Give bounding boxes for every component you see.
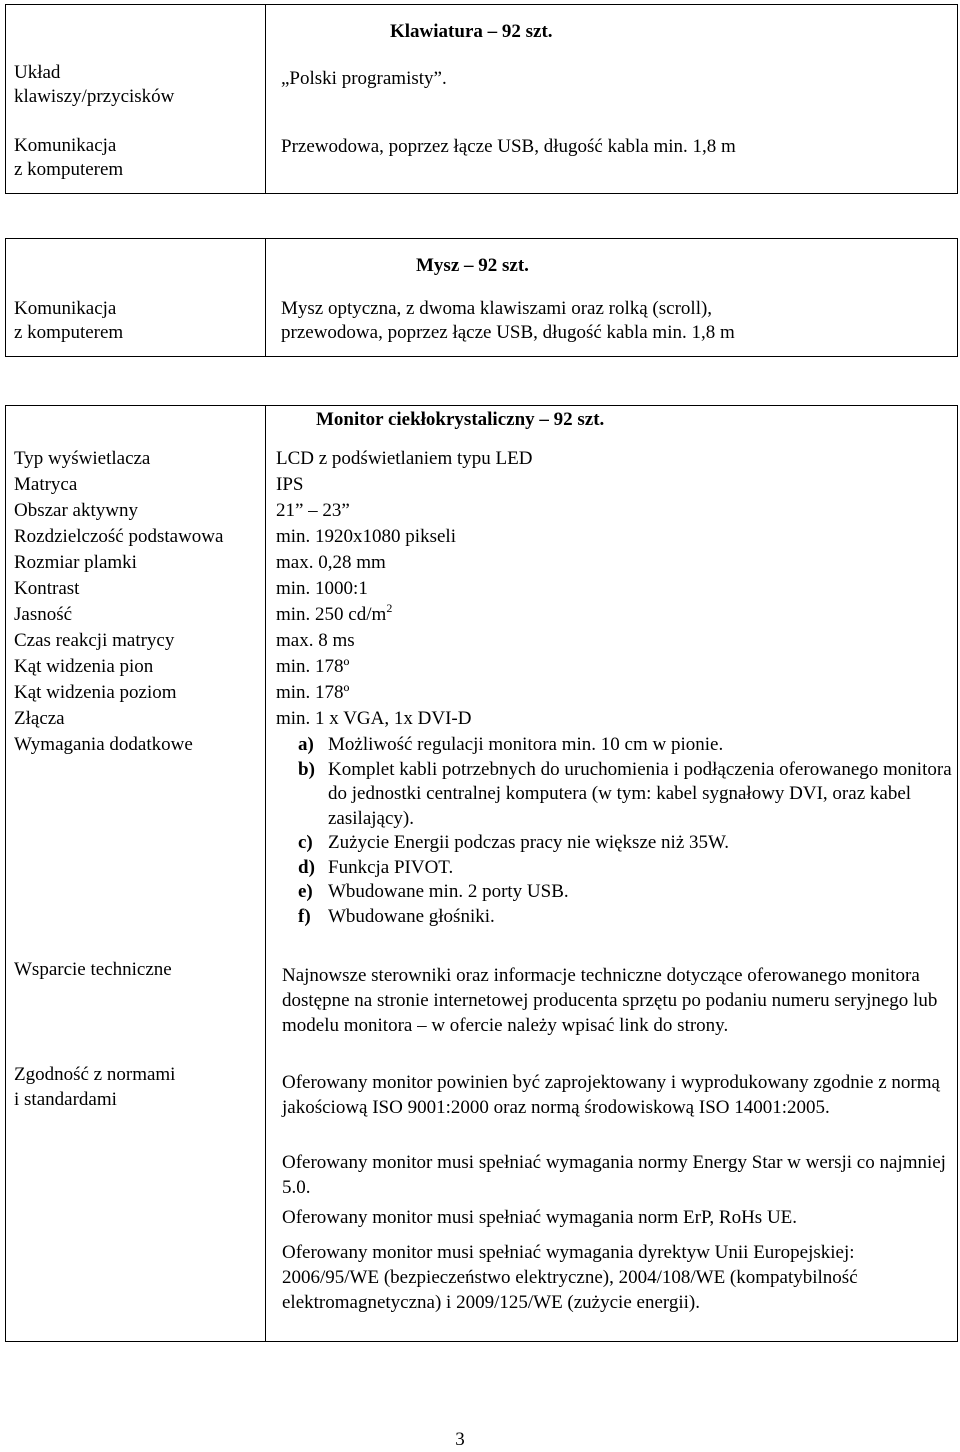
- list-item-letter: d): [298, 856, 315, 878]
- keyboard-layout-label-line1: Układ: [14, 62, 61, 83]
- spec-label: Obszar aktywny: [14, 500, 138, 521]
- spec-value: IPS: [276, 474, 304, 495]
- spec-value: min. 1000:1: [276, 578, 368, 599]
- brightness-unit-superscript: 2: [386, 600, 393, 615]
- list-item-letter: f): [298, 905, 311, 927]
- spec-value: [276, 600, 393, 627]
- spec-label: Jasność: [14, 604, 73, 625]
- list-item: [298, 831, 958, 856]
- list-item: [298, 905, 958, 930]
- monitor-table: [5, 405, 958, 1342]
- list-item-text: Wbudowane min. 2 porty USB.: [328, 881, 569, 902]
- spec-value: LCD z podświetlaniem typu LED: [276, 448, 533, 469]
- spec-label: Matryca: [14, 474, 78, 495]
- keyboard-connection-label-line2: z komputerem: [14, 159, 124, 180]
- spec-label: Rozmiar plamki: [14, 552, 137, 573]
- spec-label: Kąt widzenia pion: [14, 656, 154, 677]
- page-number: 3: [455, 1429, 465, 1450]
- spec-value: max. 0,28 mm: [276, 552, 386, 573]
- brightness-value: min. 250 cd/m: [276, 604, 387, 625]
- spec-label: Rozdzielczość podstawowa: [14, 526, 224, 547]
- mouse-connection-value-line1: Mysz optyczna, z dwoma klawiszami oraz rolką (scroll),: [281, 298, 713, 319]
- list-item: [298, 733, 958, 758]
- spec-label: Złącza: [14, 708, 65, 729]
- spec-value: max. 8 ms: [276, 630, 355, 651]
- list-item-text: Wbudowane głośniki.: [328, 905, 495, 927]
- support-text: Najnowsze sterowniki oraz informacje techniczne dotyczące oferowanego monitora dostępne na stronie internetowej producenta sprzętu po podaniu numeru seryjnego lub modelu monitora – w ofercie należy wpisać link do strony.: [282, 965, 938, 1036]
- compliance-label-line1: Zgodność z normami: [14, 1064, 176, 1085]
- extra-requirements-label: Wymagania dodatkowe: [14, 734, 193, 755]
- list-item-text: Funkcja PIVOT.: [328, 856, 454, 878]
- spec-label: Typ wyświetlacza: [14, 448, 151, 469]
- spec-value: min. 178º: [276, 656, 350, 677]
- keyboard-table: [5, 4, 958, 194]
- spec-value: min. 1 x VGA, 1x DVI-D: [276, 708, 472, 729]
- compliance-paragraph: Oferowany monitor musi spełniać wymagania norm ErP, RoHs UE.: [282, 1207, 798, 1228]
- compliance-paragraph: Oferowany monitor powinien być zaprojektowany i wyprodukowany zgodnie z normą jakościową ISO 9001:2000 oraz normą środowiskową ISO 14001:2005.: [282, 1072, 940, 1118]
- list-item: [298, 758, 958, 832]
- support-label: Wsparcie techniczne: [14, 959, 172, 980]
- keyboard-connection-label-line1: Komunikacja: [14, 135, 117, 156]
- mouse-table-title: Mysz – 92 szt.: [416, 255, 529, 276]
- spec-label: Kontrast: [14, 578, 80, 599]
- list-item-text: Komplet kabli potrzebnych do uruchomienia i podłączenia oferowanego monitora do jednostki centralnej komputera (w tym: kabel sygnałowy DVI, oraz kabel zasilający).: [328, 758, 952, 829]
- spec-value: min. 178º: [276, 682, 350, 703]
- list-item-letter: b): [298, 758, 315, 780]
- list-item-letter: e): [298, 881, 313, 902]
- list-item: [298, 880, 958, 905]
- keyboard-layout-value: „Polski programisty”.: [281, 68, 447, 89]
- spec-label: Czas reakcji matrycy: [14, 630, 175, 651]
- mouse-table: [5, 238, 958, 357]
- compliance-paragraph: Oferowany monitor musi spełniać wymagania normy Energy Star w wersji co najmniej 5.0.: [282, 1152, 946, 1198]
- list-item-text: Możliwość regulacji monitora min. 10 cm w pionie.: [328, 734, 724, 755]
- spec-value: 21” – 23”: [276, 500, 350, 521]
- spec-value: min. 1920x1080 pikseli: [276, 526, 456, 547]
- mouse-connection-label-line1: Komunikacja: [14, 298, 117, 319]
- compliance-paragraph: Oferowany monitor musi spełniać wymagania dyrektyw Unii Europejskiej: 2006/95/WE (bezpieczeństwo elektryczne), 2004/108/WE (kompatybilność elektromagnetyczna) i 2009/125/WE (zużycie energii).: [282, 1242, 858, 1313]
- list-item-letter: c): [298, 832, 313, 853]
- spec-label: Kąt widzenia poziom: [14, 682, 177, 703]
- list-item-letter: a): [298, 734, 314, 755]
- mouse-connection-label-line2: z komputerem: [14, 322, 124, 343]
- list-item: [298, 856, 958, 881]
- extra-requirements-list: [298, 733, 958, 929]
- list-item-text: Zużycie Energii podczas pracy nie większe niż 35W.: [328, 832, 729, 853]
- compliance-label-line2: i standardami: [14, 1089, 117, 1110]
- keyboard-connection-value: Przewodowa, poprzez łącze USB, długość kabla min. 1,8 m: [281, 136, 736, 157]
- keyboard-layout-label-line2: klawiszy/przycisków: [14, 86, 175, 107]
- mouse-connection-value-line2: przewodowa, poprzez łącze USB, długość kabla min. 1,8 m: [281, 322, 735, 343]
- keyboard-table-title: Klawiatura – 92 szt.: [390, 21, 553, 42]
- monitor-table-title: Monitor ciekłokrystaliczny – 92 szt.: [316, 409, 605, 430]
